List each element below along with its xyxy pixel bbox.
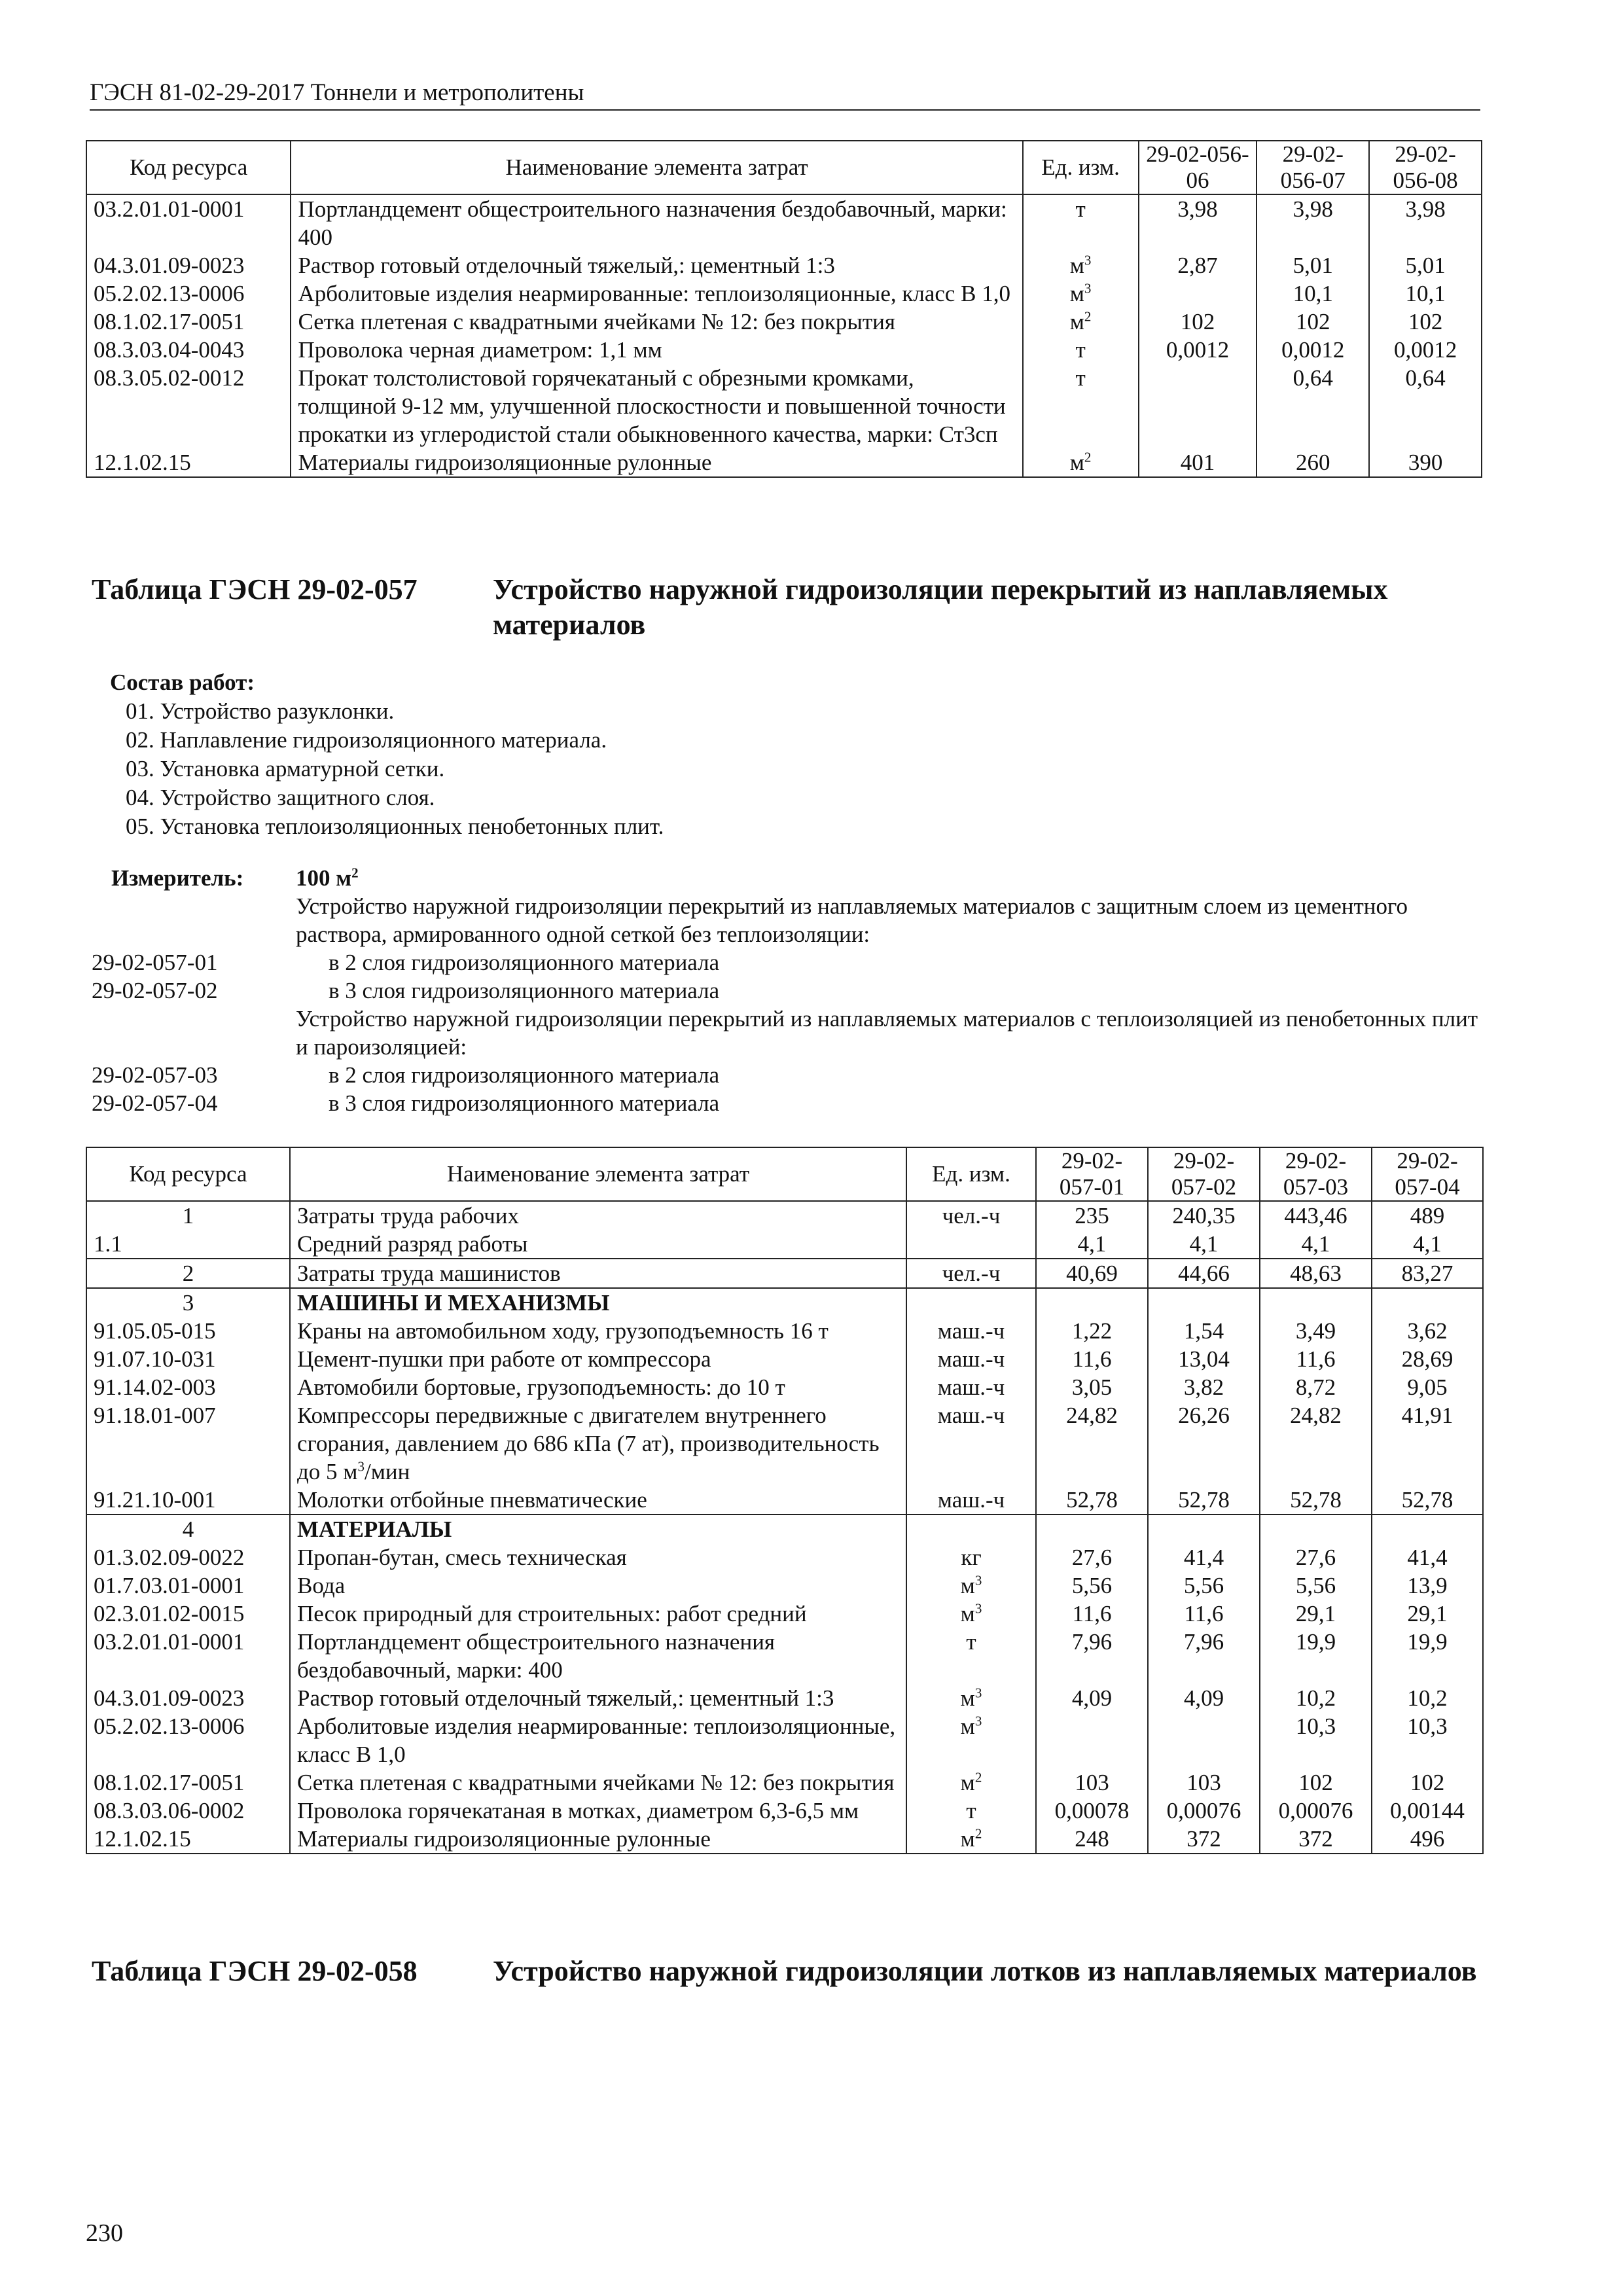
- table-row: [86, 1401, 1483, 1486]
- table-row: [86, 194, 1482, 251]
- norm-value: 1,22: [1036, 1317, 1148, 1345]
- norm-value: [1148, 1288, 1260, 1317]
- norm-value: [1372, 1515, 1483, 1543]
- resource-unit: $м^3$: [906, 1684, 1036, 1712]
- norm-value: 0,64: [1369, 364, 1482, 448]
- norm-value: 0,00076: [1260, 1797, 1372, 1825]
- norm-value: 4,1: [1372, 1230, 1483, 1259]
- table-title: Устройство наружной гидроизоляции перекрытий из наплавляемых материалов: [493, 573, 1388, 641]
- resource-name: Портландцемент общестроительного назначения бездобавочный, марки: 400: [291, 194, 1022, 251]
- resource-name: Средний разряд работы: [290, 1230, 906, 1259]
- resource-unit: т: [906, 1628, 1036, 1684]
- col-header-norm: 29-02-057-03: [1260, 1147, 1372, 1201]
- norm-code: 29-02-057-02: [92, 978, 218, 1003]
- table-row: [86, 1515, 1483, 1543]
- norm-value: 102: [1257, 308, 1369, 336]
- norm-value: 0,00078: [1036, 1797, 1148, 1825]
- resource-code: 1.1: [86, 1230, 290, 1259]
- norm-value: 372: [1148, 1825, 1260, 1854]
- resource-unit: $м^2$: [1023, 448, 1139, 477]
- resource-name: Раствор готовый отделочный тяжелый,: цементный 1:3: [291, 251, 1022, 279]
- work-item: 01. Устройство разуклонки.: [126, 698, 395, 724]
- resource-name: Проволока черная диаметром: 1,1 мм: [291, 336, 1022, 364]
- norm-value: 489: [1372, 1201, 1483, 1230]
- resource-unit: [906, 1288, 1036, 1317]
- norm-value: [1260, 1288, 1372, 1317]
- resource-code: 08.3.03.06-0002: [86, 1797, 290, 1825]
- norm-value: 40,69: [1036, 1259, 1148, 1288]
- norm-value: 24,82: [1036, 1401, 1148, 1486]
- norm-value: 29,1: [1260, 1600, 1372, 1628]
- resource-unit: кг: [906, 1543, 1036, 1571]
- norm-value: 260: [1257, 448, 1369, 477]
- norm-description: в 3 слоя гидроизоляционного материала: [329, 978, 720, 1003]
- table-row: [86, 1317, 1483, 1345]
- work-item: 05. Установка теплоизоляционных пенобетонных плит.: [126, 814, 664, 839]
- resource-code: 2: [86, 1259, 290, 1288]
- norm-code: 29-02-057-04: [92, 1090, 218, 1116]
- norm-value: 102: [1260, 1768, 1372, 1797]
- resource-unit: чел.-ч: [906, 1201, 1036, 1230]
- resource-code: 08.3.03.04-0043: [86, 336, 291, 364]
- resource-code: 91.14.02-003: [86, 1373, 290, 1401]
- resource-name: Пропан-бутан, смесь техническая: [290, 1543, 906, 1571]
- page-number: 230: [86, 2219, 123, 2247]
- resource-unit: $м^2$: [1023, 308, 1139, 336]
- resource-table-057: [86, 1147, 1484, 1854]
- col-header-code: Код ресурса: [86, 141, 291, 194]
- norm-value: 0,0012: [1257, 336, 1369, 364]
- resource-code: 4: [86, 1515, 290, 1543]
- norm-value: [1036, 1515, 1148, 1543]
- norm-value: 3,82: [1148, 1373, 1260, 1401]
- norm-value: [1260, 1515, 1372, 1543]
- norm-value: 3,98: [1369, 194, 1482, 251]
- norm-value: 4,09: [1148, 1684, 1260, 1712]
- col-header-unit: Ед. изм.: [1023, 141, 1139, 194]
- col-header-norm: 29-02-056-06: [1139, 141, 1257, 194]
- resource-unit: т: [1023, 336, 1139, 364]
- norm-value: [1139, 364, 1257, 448]
- table-row: [86, 1825, 1483, 1854]
- norm-value: 5,01: [1257, 251, 1369, 279]
- col-header-norm: 29-02-056-07: [1257, 141, 1369, 194]
- measure-unit: 100 $м^2$: [296, 865, 359, 891]
- norm-value: 5,56: [1260, 1571, 1372, 1600]
- norm-value: 235: [1036, 1201, 1148, 1230]
- norm-value: 102: [1369, 308, 1482, 336]
- col-header-norm: 29-02-057-01: [1036, 1147, 1148, 1201]
- table-row: [86, 1259, 1483, 1288]
- norm-value: 401: [1139, 448, 1257, 477]
- col-header-norm: 29-02-057-04: [1372, 1147, 1483, 1201]
- norm-value: 5,56: [1148, 1571, 1260, 1600]
- norm-code: 29-02-057-01: [92, 950, 218, 975]
- norm-value: 44,66: [1148, 1259, 1260, 1288]
- resource-name: Проволока горячекатаная в мотках, диаметром 6,3-6,5 мм: [290, 1797, 906, 1825]
- table-row: [86, 1345, 1483, 1373]
- norm-value: 2,87: [1139, 251, 1257, 279]
- resource-code: 91.18.01-007: [86, 1401, 290, 1486]
- norm-value: 11,6: [1036, 1345, 1148, 1373]
- norm-value: 10,3: [1372, 1712, 1483, 1768]
- resource-name: Арболитовые изделия неармированные: теплоизоляционные, класс В 1,0: [290, 1712, 906, 1768]
- resource-unit: $м^3$: [906, 1571, 1036, 1600]
- col-header-norm: 29-02-057-02: [1148, 1147, 1260, 1201]
- norm-value: 52,78: [1260, 1486, 1372, 1515]
- norm-value: 102: [1372, 1768, 1483, 1797]
- norm-value: 372: [1260, 1825, 1372, 1854]
- table-number: Таблица ГЭСН 29-02-058: [92, 1955, 418, 1987]
- resource-unit: [906, 1515, 1036, 1543]
- table-row: [86, 308, 1482, 336]
- norm-value: 26,26: [1148, 1401, 1260, 1486]
- col-header-name: Наименование элемента затрат: [291, 141, 1022, 194]
- resource-code: 91.21.10-001: [86, 1486, 290, 1515]
- norm-value: 7,96: [1148, 1628, 1260, 1684]
- norm-value: [1036, 1712, 1148, 1768]
- work-item: 02. Наплавление гидроизоляционного материала.: [126, 727, 607, 753]
- resource-unit: маш.-ч: [906, 1486, 1036, 1515]
- resource-unit: т: [906, 1797, 1036, 1825]
- norm-value: 0,0012: [1369, 336, 1482, 364]
- resource-name: Арболитовые изделия неармированные: теплоизоляционные, класс В 1,0: [291, 279, 1022, 308]
- table-row: [86, 1712, 1483, 1768]
- norm-value: 5,56: [1036, 1571, 1148, 1600]
- table-row: [86, 1543, 1483, 1571]
- resource-code: 3: [86, 1288, 290, 1317]
- table-row: [86, 251, 1482, 279]
- norm-value: [1372, 1288, 1483, 1317]
- resource-unit: $м^3$: [1023, 251, 1139, 279]
- norm-value: 41,4: [1148, 1543, 1260, 1571]
- norm-value: 4,1: [1036, 1230, 1148, 1259]
- resource-table-056: [86, 140, 1482, 478]
- work-item: 04. Устройство защитного слоя.: [126, 785, 435, 810]
- norm-value: 28,69: [1372, 1345, 1483, 1373]
- norm-value: 102: [1139, 308, 1257, 336]
- norm-value: 19,9: [1260, 1628, 1372, 1684]
- resource-name: Прокат толстолистовой горячекатаный с обрезными кромками, толщиной 9-12 мм, улучшенной плоскостности и повышенной точности прокатки из углеродистой стали обыкновенного качества, марки: Ст3сп: [291, 364, 1022, 448]
- resource-name: Портландцемент общестроительного назначения бездобавочный, марки: 400: [290, 1628, 906, 1684]
- resource-code: 01.3.02.09-0022: [86, 1543, 290, 1571]
- norm-value: 0,0012: [1139, 336, 1257, 364]
- norm-value: 7,96: [1036, 1628, 1148, 1684]
- resource-code: 1: [86, 1201, 290, 1230]
- norm-value: 0,64: [1257, 364, 1369, 448]
- norm-value: 52,78: [1148, 1486, 1260, 1515]
- resource-code: 04.3.01.09-0023: [86, 251, 291, 279]
- resource-code: 12.1.02.15: [86, 448, 291, 477]
- table-row: [86, 1571, 1483, 1600]
- norm-value: 10,1: [1257, 279, 1369, 308]
- norm-value: 4,1: [1260, 1230, 1372, 1259]
- resource-name: Вода: [290, 1571, 906, 1600]
- norm-value: 5,01: [1369, 251, 1482, 279]
- col-header-norm: 29-02-056-08: [1369, 141, 1482, 194]
- resource-name: Материалы гидроизоляционные рулонные: [290, 1825, 906, 1854]
- table-row: [86, 1768, 1483, 1797]
- norm-value: 390: [1369, 448, 1482, 477]
- works-title: Состав работ:: [110, 670, 255, 695]
- resource-code: 01.7.03.01-0001: [86, 1571, 290, 1600]
- resource-unit: маш.-ч: [906, 1373, 1036, 1401]
- table-row: [86, 1684, 1483, 1712]
- norm-value: 10,3: [1260, 1712, 1372, 1768]
- resource-unit: [906, 1230, 1036, 1259]
- norm-value: [1139, 279, 1257, 308]
- resource-name: Автомобили бортовые, грузоподъемность: до 10 т: [290, 1373, 906, 1401]
- col-header-name: Наименование элемента затрат: [290, 1147, 906, 1201]
- table-row: [86, 1797, 1483, 1825]
- norm-value: 11,6: [1148, 1600, 1260, 1628]
- resource-name: МАТЕРИАЛЫ: [290, 1515, 906, 1543]
- norm-value: 27,6: [1260, 1543, 1372, 1571]
- norm-value: 3,05: [1036, 1373, 1148, 1401]
- col-header-unit: Ед. изм.: [906, 1147, 1036, 1201]
- norm-value: [1148, 1515, 1260, 1543]
- norm-value: 4,1: [1148, 1230, 1260, 1259]
- resource-unit: маш.-ч: [906, 1401, 1036, 1486]
- norm-value: 29,1: [1372, 1600, 1483, 1628]
- resource-name: Материалы гидроизоляционные рулонные: [291, 448, 1022, 477]
- resource-unit: $м^2$: [906, 1825, 1036, 1854]
- measure-label: Измеритель:: [111, 865, 244, 891]
- resource-code: 02.3.01.02-0015: [86, 1600, 290, 1628]
- resource-code: 91.07.10-031: [86, 1345, 290, 1373]
- norm-value: 10,1: [1369, 279, 1482, 308]
- norm-description: в 2 слоя гидроизоляционного материала: [329, 1062, 720, 1088]
- resource-name: Раствор готовый отделочный тяжелый,: цементный 1:3: [290, 1684, 906, 1712]
- resource-code: 91.05.05-015: [86, 1317, 290, 1345]
- norm-description: в 3 слоя гидроизоляционного материала: [329, 1090, 720, 1116]
- measure-group-text: Устройство наружной гидроизоляции перекрытий из наплавляемых материалов с защитным слоем из цементного раствора, армированного одной сеткой без теплоизоляции:: [296, 893, 1408, 947]
- table-number: Таблица ГЭСН 29-02-057: [92, 573, 418, 605]
- table-row: [86, 1201, 1483, 1230]
- resource-name: Затраты труда машинистов: [290, 1259, 906, 1288]
- resource-unit: $м^2$: [906, 1768, 1036, 1797]
- resource-name: Песок природный для строительных: работ средний: [290, 1600, 906, 1628]
- table-row: [86, 1486, 1483, 1515]
- resource-code: 08.1.02.17-0051: [86, 308, 291, 336]
- table-row: [86, 364, 1482, 448]
- resource-code: 04.3.01.09-0023: [86, 1684, 290, 1712]
- table-row: [86, 279, 1482, 308]
- resource-unit: $м^3$: [906, 1600, 1036, 1628]
- table-row: [86, 1230, 1483, 1259]
- norm-value: 240,35: [1148, 1201, 1260, 1230]
- resource-name: Сетка плетеная с квадратными ячейками № 12: без покрытия: [291, 308, 1022, 336]
- norm-value: 24,82: [1260, 1401, 1372, 1486]
- resource-code: 03.2.01.01-0001: [86, 1628, 290, 1684]
- norm-value: 248: [1036, 1825, 1148, 1854]
- resource-name: Компрессоры передвижные с двигателем внутреннего сгорания, давлением до 686 кПа (7 ат), производительность до 5 $м^3$/мин: [290, 1401, 906, 1486]
- resource-code: 08.3.05.02-0012: [86, 364, 291, 448]
- resource-unit: маш.-ч: [906, 1345, 1036, 1373]
- table-row: [86, 336, 1482, 364]
- table-row: [86, 1373, 1483, 1401]
- norm-code: 29-02-057-03: [92, 1062, 218, 1088]
- norm-value: 13,04: [1148, 1345, 1260, 1373]
- norm-value: 19,9: [1372, 1628, 1483, 1684]
- works-list: [110, 668, 664, 841]
- norm-value: 10,2: [1372, 1684, 1483, 1712]
- norm-value: 443,46: [1260, 1201, 1372, 1230]
- norm-value: 103: [1148, 1768, 1260, 1797]
- resource-unit: т: [1023, 194, 1139, 251]
- norm-value: [1036, 1288, 1148, 1317]
- norm-value: 41,4: [1372, 1543, 1483, 1571]
- norm-value: 8,72: [1260, 1373, 1372, 1401]
- norm-value: 496: [1372, 1825, 1483, 1854]
- resource-unit: $м^3$: [1023, 279, 1139, 308]
- resource-name: Молотки отбойные пневматические: [290, 1486, 906, 1515]
- norm-value: 27,6: [1036, 1543, 1148, 1571]
- norm-value: 41,91: [1372, 1401, 1483, 1486]
- resource-unit: $м^3$: [906, 1712, 1036, 1768]
- resource-code: 12.1.02.15: [86, 1825, 290, 1854]
- norm-value: 13,9: [1372, 1571, 1483, 1600]
- resource-name: Затраты труда рабочих: [290, 1201, 906, 1230]
- table-row: [86, 1288, 1483, 1317]
- table-row: [86, 1600, 1483, 1628]
- norm-value: 11,6: [1036, 1600, 1148, 1628]
- norm-value: 48,63: [1260, 1259, 1372, 1288]
- measure-block: [92, 864, 1479, 1117]
- resource-code: 03.2.01.01-0001: [86, 194, 291, 251]
- work-item: 03. Установка арматурной сетки.: [126, 756, 445, 781]
- col-header-code: Код ресурса: [86, 1147, 290, 1201]
- norm-value: 0,00144: [1372, 1797, 1483, 1825]
- norm-description: в 2 слоя гидроизоляционного материала: [329, 950, 720, 975]
- norm-value: 1,54: [1148, 1317, 1260, 1345]
- running-header: ГЭСН 81-02-29-2017 Тоннели и метрополитены: [90, 79, 1480, 111]
- norm-value: 83,27: [1372, 1259, 1483, 1288]
- norm-value: 3,49: [1260, 1317, 1372, 1345]
- norm-value: 10,2: [1260, 1684, 1372, 1712]
- resource-name: Сетка плетеная с квадратными ячейками № 12: без покрытия: [290, 1768, 906, 1797]
- norm-value: 0,00076: [1148, 1797, 1260, 1825]
- norm-value: 9,05: [1372, 1373, 1483, 1401]
- resource-code: 08.1.02.17-0051: [86, 1768, 290, 1797]
- norm-value: [1148, 1712, 1260, 1768]
- norm-value: 52,78: [1036, 1486, 1148, 1515]
- norm-value: 3,62: [1372, 1317, 1483, 1345]
- resource-code: 05.2.02.13-0006: [86, 1712, 290, 1768]
- resource-code: 05.2.02.13-0006: [86, 279, 291, 308]
- norm-value: 3,98: [1139, 194, 1257, 251]
- resource-unit: чел.-ч: [906, 1259, 1036, 1288]
- resource-name: Цемент-пушки при работе от компрессора: [290, 1345, 906, 1373]
- resource-unit: маш.-ч: [906, 1317, 1036, 1345]
- norm-value: 103: [1036, 1768, 1148, 1797]
- norm-value: 3,98: [1257, 194, 1369, 251]
- norm-value: 11,6: [1260, 1345, 1372, 1373]
- measure-group-text: Устройство наружной гидроизоляции перекрытий из наплавляемых материалов с теплоизоляцией из пенобетонных плит и пароизоляцией:: [296, 1006, 1478, 1060]
- table-row: [86, 1628, 1483, 1684]
- table-row: [86, 448, 1482, 477]
- resource-name: Краны на автомобильном ходу, грузоподъемность 16 т: [290, 1317, 906, 1345]
- norm-value: 4,09: [1036, 1684, 1148, 1712]
- norm-value: 52,78: [1372, 1486, 1483, 1515]
- resource-unit: т: [1023, 364, 1139, 448]
- resource-name: МАШИНЫ И МЕХАНИЗМЫ: [290, 1288, 906, 1317]
- table-title: Устройство наружной гидроизоляции лотков из наплавляемых материалов: [493, 1955, 1477, 1987]
